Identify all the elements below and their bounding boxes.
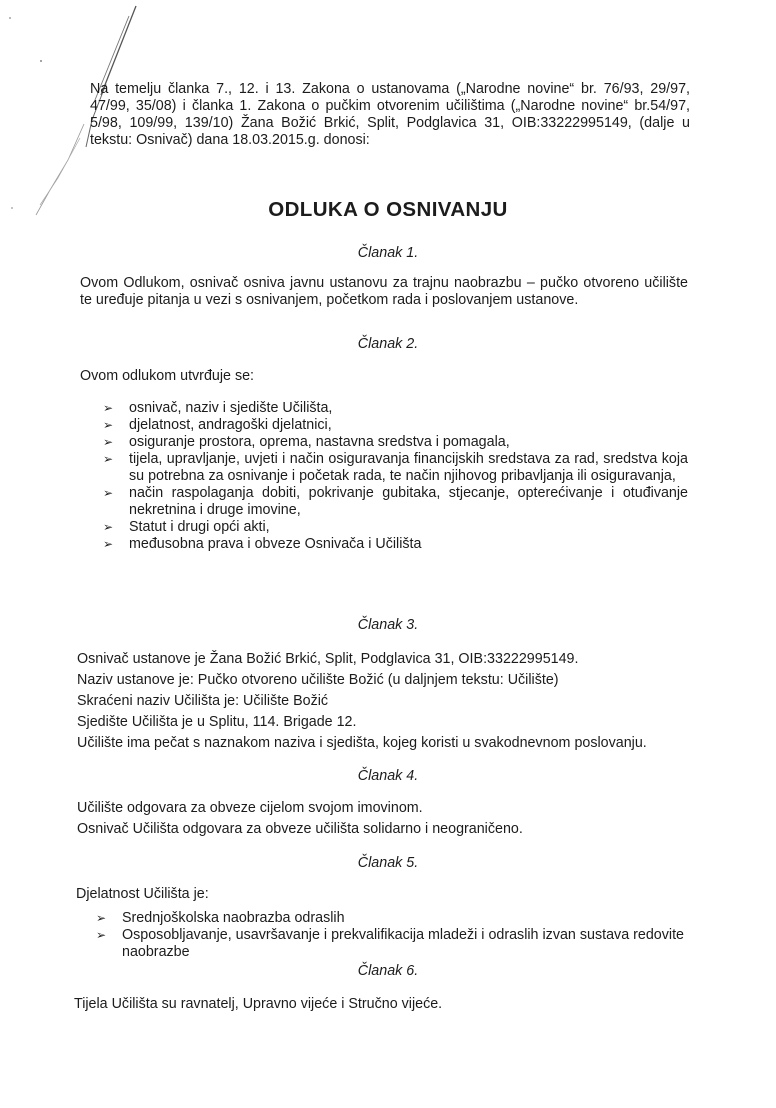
list-item	[96, 927, 684, 961]
arrow-bullet-icon: ➢	[103, 435, 114, 449]
list-item	[103, 434, 688, 451]
article-3-line: Skraćeni naziv Učilišta je: Učilište Božić	[77, 693, 329, 709]
list-item-text: osnivač, naziv i sjedište Učilišta,	[129, 400, 333, 416]
article-4-heading: Članak 4.	[357, 768, 419, 784]
article-5-lead: Djelatnost Učilišta je:	[76, 886, 209, 902]
list-item	[103, 417, 688, 434]
arrow-bullet-icon: ➢	[103, 486, 114, 500]
list-item-text: Srednjoškolska naobrazba odraslih	[122, 910, 345, 926]
article-4-line: Učilište odgovara za obveze cijelom svojom imovinom.	[77, 800, 423, 816]
arrow-bullet-icon: ➢	[103, 418, 114, 432]
article-5-heading: Članak 5.	[357, 855, 419, 871]
article-2-lead: Ovom odlukom utvrđuje se:	[80, 368, 255, 384]
list-item	[103, 485, 688, 519]
article-4-line: Osnivač Učilišta odgovara za obveze učilišta solidarno i neograničeno.	[77, 821, 523, 837]
list-item	[103, 519, 688, 536]
article-3-line: Učilište ima pečat s naznakom naziva i sjedišta, kojeg koristi u svakodnevnom poslovanju.	[77, 735, 647, 751]
list-item-text: Statut i drugi opći akti,	[129, 519, 270, 535]
list-item-text: tijela, upravljanje, uvjeti i način osiguravanja financijskih sredstava za rad, sredstva koja su potrebna za osnivanje i početak rada, te način njihovog pribavljanja ili osiguravanja,	[129, 451, 688, 484]
arrow-bullet-icon: ➢	[103, 520, 114, 534]
list-item-text: način raspolaganja dobiti, pokrivanje gubitaka, stjecanje, opterećivanje i otuđivanje nekretnina i druge imovine,	[129, 485, 688, 518]
article-2-heading: Članak 2.	[357, 336, 419, 352]
article-6-text: Tijela Učilišta su ravnatelj, Upravno vijeće i Stručno vijeće.	[74, 996, 443, 1012]
document-title: ODLUKA O OSNIVANJU	[268, 198, 508, 221]
arrow-bullet-icon: ➢	[96, 911, 107, 925]
list-item-text: Osposobljavanje, usavršavanje i prekvalifikacija mladeži i odraslih izvan sustava redovite naobrazbe	[122, 927, 684, 960]
preamble-paragraph: Na temelju članka 7., 12. i 13. Zakona o ustanovama („Narodne novine“ br. 76/93, 29/97, 47/99, 35/08) i članka 1. Zakona o pučkim otvorenim učilištima („Narodne novine“ br.54/97, 5/98, 109/99, 139/10) Žana Božić Brkić, Split, Podglavica 31, OIB:33222995149, (dalje u tekstu: Osnivač) dana 18.03.2015.g. donosi:	[90, 81, 690, 148]
list-item	[103, 451, 688, 485]
list-item-text: međusobna prava i obveze Osnivača i Učilišta	[129, 536, 422, 552]
article-5-list	[96, 910, 684, 961]
list-item	[103, 400, 688, 417]
arrow-bullet-icon: ➢	[103, 452, 114, 466]
article-3-line: Naziv ustanove je: Pučko otvoreno učilište Božić (u daljnjem tekstu: Učilište)	[77, 672, 559, 688]
arrow-bullet-icon: ➢	[103, 537, 114, 551]
article-1-heading: Članak 1.	[357, 245, 419, 261]
arrow-bullet-icon: ➢	[103, 401, 114, 415]
article-3-line: Sjedište Učilišta je u Splitu, 114. Brigade 12.	[77, 714, 357, 730]
article-3-line: Osnivač ustanove je Žana Božić Brkić, Split, Podglavica 31, OIB:33222995149.	[77, 651, 579, 667]
list-item-text: djelatnost, andragoški djelatnici,	[129, 417, 332, 433]
list-item	[103, 536, 688, 553]
article-1-text: Ovom Odlukom, osnivač osniva javnu ustanovu za trajnu naobrazbu – pučko otvoreno učilište te uređuje pitanja u vezi s osnivanjem, početkom rada i poslovanjem ustanove.	[80, 275, 688, 308]
arrow-bullet-icon: ➢	[96, 928, 107, 942]
article-3-heading: Članak 3.	[357, 617, 419, 633]
list-item	[96, 910, 684, 927]
article-6-heading: Članak 6.	[357, 963, 419, 979]
list-item-text: osiguranje prostora, oprema, nastavna sredstva i pomagala,	[129, 434, 510, 450]
article-2-list	[103, 400, 688, 553]
